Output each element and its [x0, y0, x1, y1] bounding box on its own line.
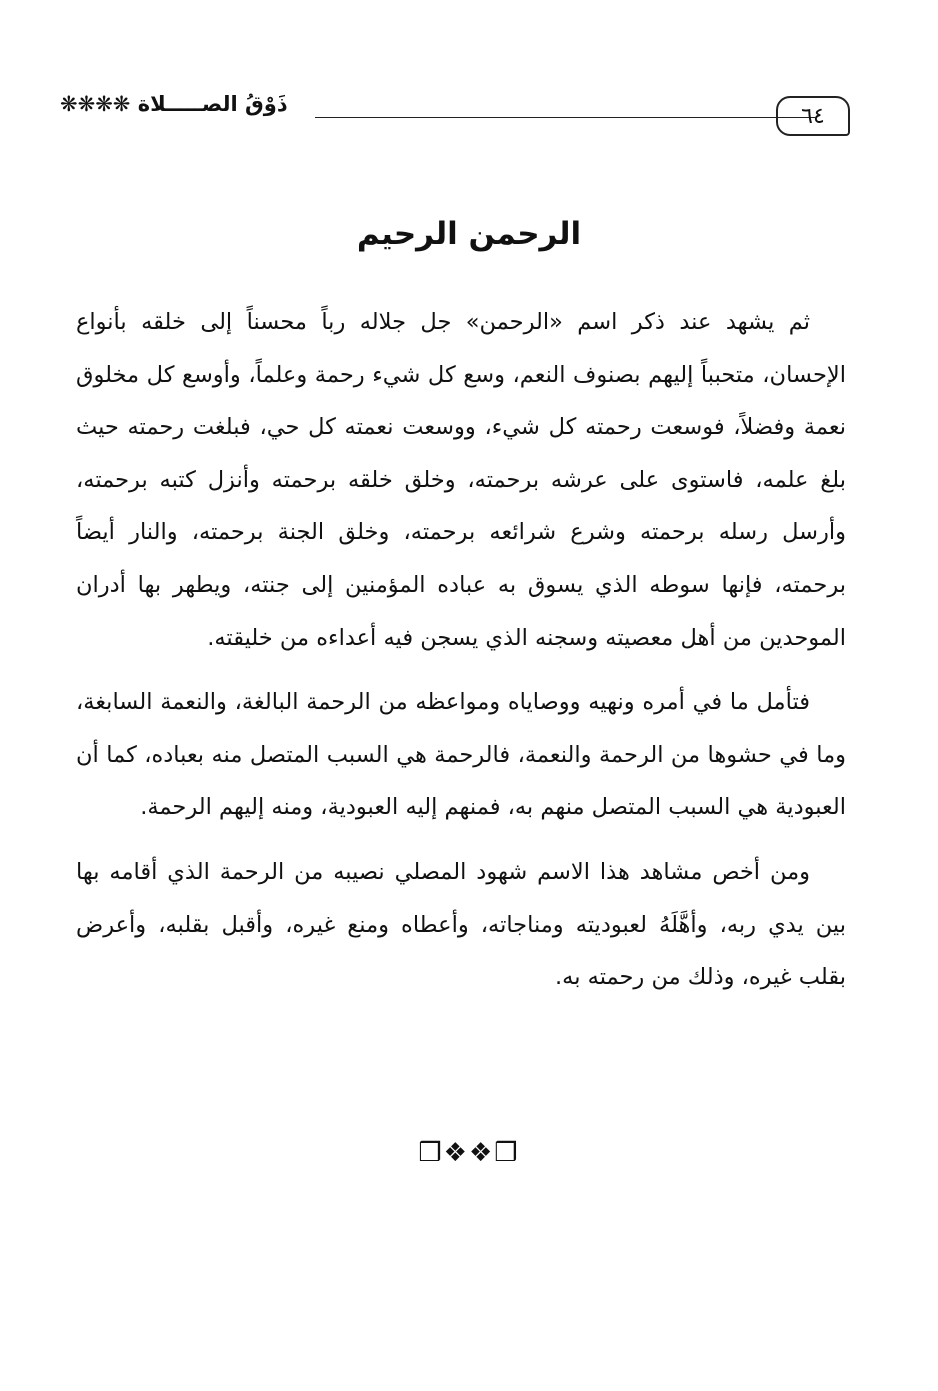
book-title: ذَوْقُ الصـــــلاة ❋❋❋❋: [60, 92, 288, 116]
paragraph: ثم يشهد عند ذكر اسم «الرحمن» جل جلاله رباً محسناً إلى خلقه بأنواع الإحسان، متحبباً إليهم بصنوف النعم، وسع كل شيء رحمة وعلماً، وأوسع كل مخلوق نعمة وفضلاً، فوسعت رحمته كل شيء، ووسعت نعمته كل حي، فبلغت رحمته حيث بلغ علمه، فاستوى على عرشه برحمته، وخلق خلقه برحمته وأنزل كتبه برحمته، وأرسل رسله برحمته وشرع شرائعه برحمته، وخلق الجنة برحمته، والنار أيضاً برحمته، فإنها سوطه الذي يسوق به عباده المؤمنين إلى جنته، ويطهر بها أدران الموحدين من أهل معصيته وسجنه الذي يسجن فيه أعداءه من خليقته.: [76, 309, 846, 651]
page-header: [60, 86, 850, 142]
page-number-box: [776, 96, 850, 136]
chapter-title: الرحمن الرحيم: [356, 216, 582, 252]
section-end-ornament: ❒❖❖❒: [418, 1138, 520, 1168]
page-number: ٦٤: [801, 103, 825, 129]
header-rule: [315, 117, 815, 118]
paragraph: ومن أخص مشاهد هذا الاسم شهود المصلي نصيبه من الرحمة الذي أقامه بها بين يدي ربه، وأهَّلَهُ لعبوديته ومناجاته، وأعطاه ومنع غيره، وأقبل بقلبه، وأعرض بقلب غيره، وذلك من رحمته به.: [76, 858, 846, 991]
paragraph: فتأمل ما في أمره ونهيه ووصاياه ومواعظه من الرحمة البالغة، والنعمة السابغة، وما في حشوها من الرحمة والنعمة، فالرحمة هي السبب المتصل منه بعباده، كما أن العبودية هي السبب المتصل منهم به، فمنهم إليه العبودية، ومنه إليهم الرحمة.: [76, 689, 846, 821]
body-text: [76, 296, 846, 1016]
